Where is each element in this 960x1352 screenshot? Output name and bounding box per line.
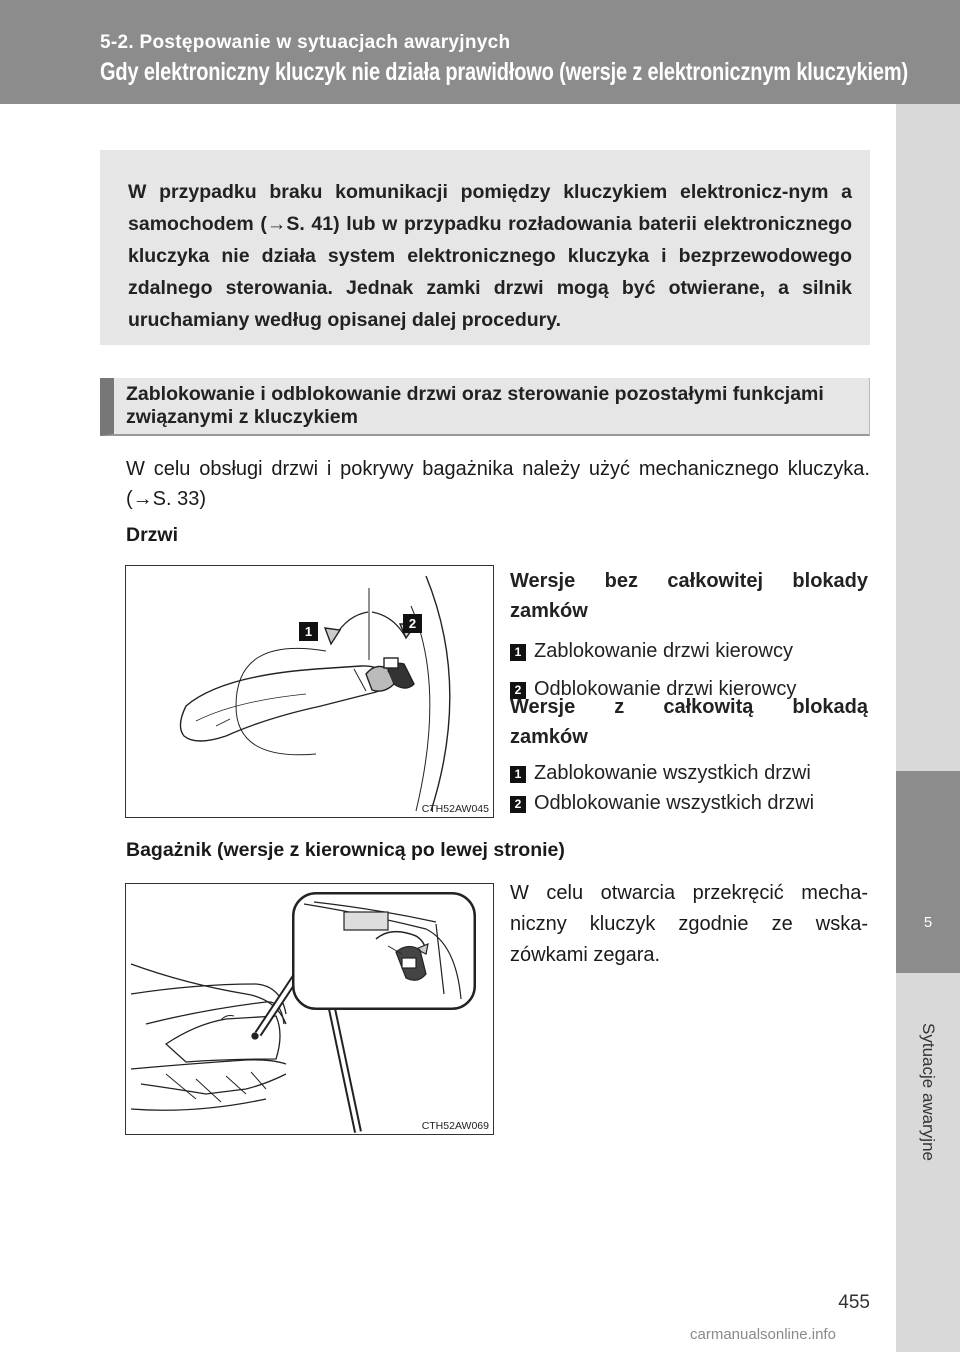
figure-code: CTH52AW069 xyxy=(421,1120,489,1132)
watermark: carmanualsonline.info xyxy=(690,1326,836,1343)
variant1-item-text: Zablokowanie drzwi kierowcy xyxy=(534,640,793,662)
chapter-number: 5 xyxy=(923,914,933,931)
page-header xyxy=(0,0,960,104)
callout-1: 1 xyxy=(304,624,313,639)
section-label: 5-2. Postępowanie w sytuacjach awaryjnych xyxy=(100,32,511,53)
variant2-heading-line2: zamków xyxy=(510,726,588,748)
trunk-text: W celu otwarcia przekręcić mecha-niczny kluczyk zgodnie ze wska-zówkami zegara. xyxy=(510,882,868,966)
variant1-item xyxy=(510,634,868,668)
variant2-item-text: Zablokowanie wszystkich drzwi xyxy=(534,762,811,784)
chapter-side-tab xyxy=(896,104,960,1352)
variant1-item-text: Odblokowanie drzwi kierowcy xyxy=(534,678,797,700)
page-number: 455 xyxy=(838,1292,870,1313)
number-badge: 2 xyxy=(510,796,526,813)
doors-heading: Drzwi xyxy=(126,524,179,546)
door-handle-illustration xyxy=(126,566,493,817)
variant2-heading-line1: Wersje z całkowitą blokadą xyxy=(510,696,868,718)
variant1-block xyxy=(510,566,868,706)
variant2-block xyxy=(510,692,868,818)
chapter-tab-marker xyxy=(896,771,960,973)
page-title: Gdy elektroniczny kluczyk nie działa prawidłowo (wersje z elektronicznym kluczykiem) xyxy=(100,58,908,86)
number-badge: 1 xyxy=(510,766,526,783)
variant2-item-text: Odblokowanie wszystkich drzwi xyxy=(534,792,815,814)
section-heading: Zablokowanie i odblokowanie drzwi oraz sterowanie pozostałymi funkcjami związanymi z kluczykiem xyxy=(100,378,870,436)
section-text: W celu obsługi drzwi i pokrywy bagażnika należy użyć mechanicznego kluczyka. (→S. 33) xyxy=(126,458,870,510)
variant1-heading-line1: Wersje bez całkowitej blokady xyxy=(510,570,868,592)
callout-2: 2 xyxy=(408,616,417,631)
trunk-heading: Bagażnik (wersje z kierownicą po lewej stronie) xyxy=(126,839,565,861)
variant2-item xyxy=(510,758,868,788)
trunk-illustration xyxy=(126,884,493,1134)
door-handle-figure xyxy=(125,565,494,818)
figure-code: CTH52AW045 xyxy=(421,803,489,815)
variant1-heading-line2: zamków xyxy=(510,600,588,622)
number-badge: 1 xyxy=(510,644,526,661)
intro-box: W przypadku braku komunikacji pomiędzy kluczykiem elektronicz-nym a samochodem (→S. 41) lub w przypadku rozładowania baterii elektronicznego kluczyka nie działa system elektronicznego kluczyka i bezprzewodowego zdalnego sterowania. Jednak zamki drzwi mogą być otwierane, a silnik uruchamiany według opisanej dalej procedury. xyxy=(100,150,870,345)
trunk-figure xyxy=(125,883,494,1135)
chapter-label: Sytuacje awaryjne xyxy=(919,1023,938,1161)
variant2-item xyxy=(510,788,868,818)
number-badge: 2 xyxy=(510,682,526,699)
